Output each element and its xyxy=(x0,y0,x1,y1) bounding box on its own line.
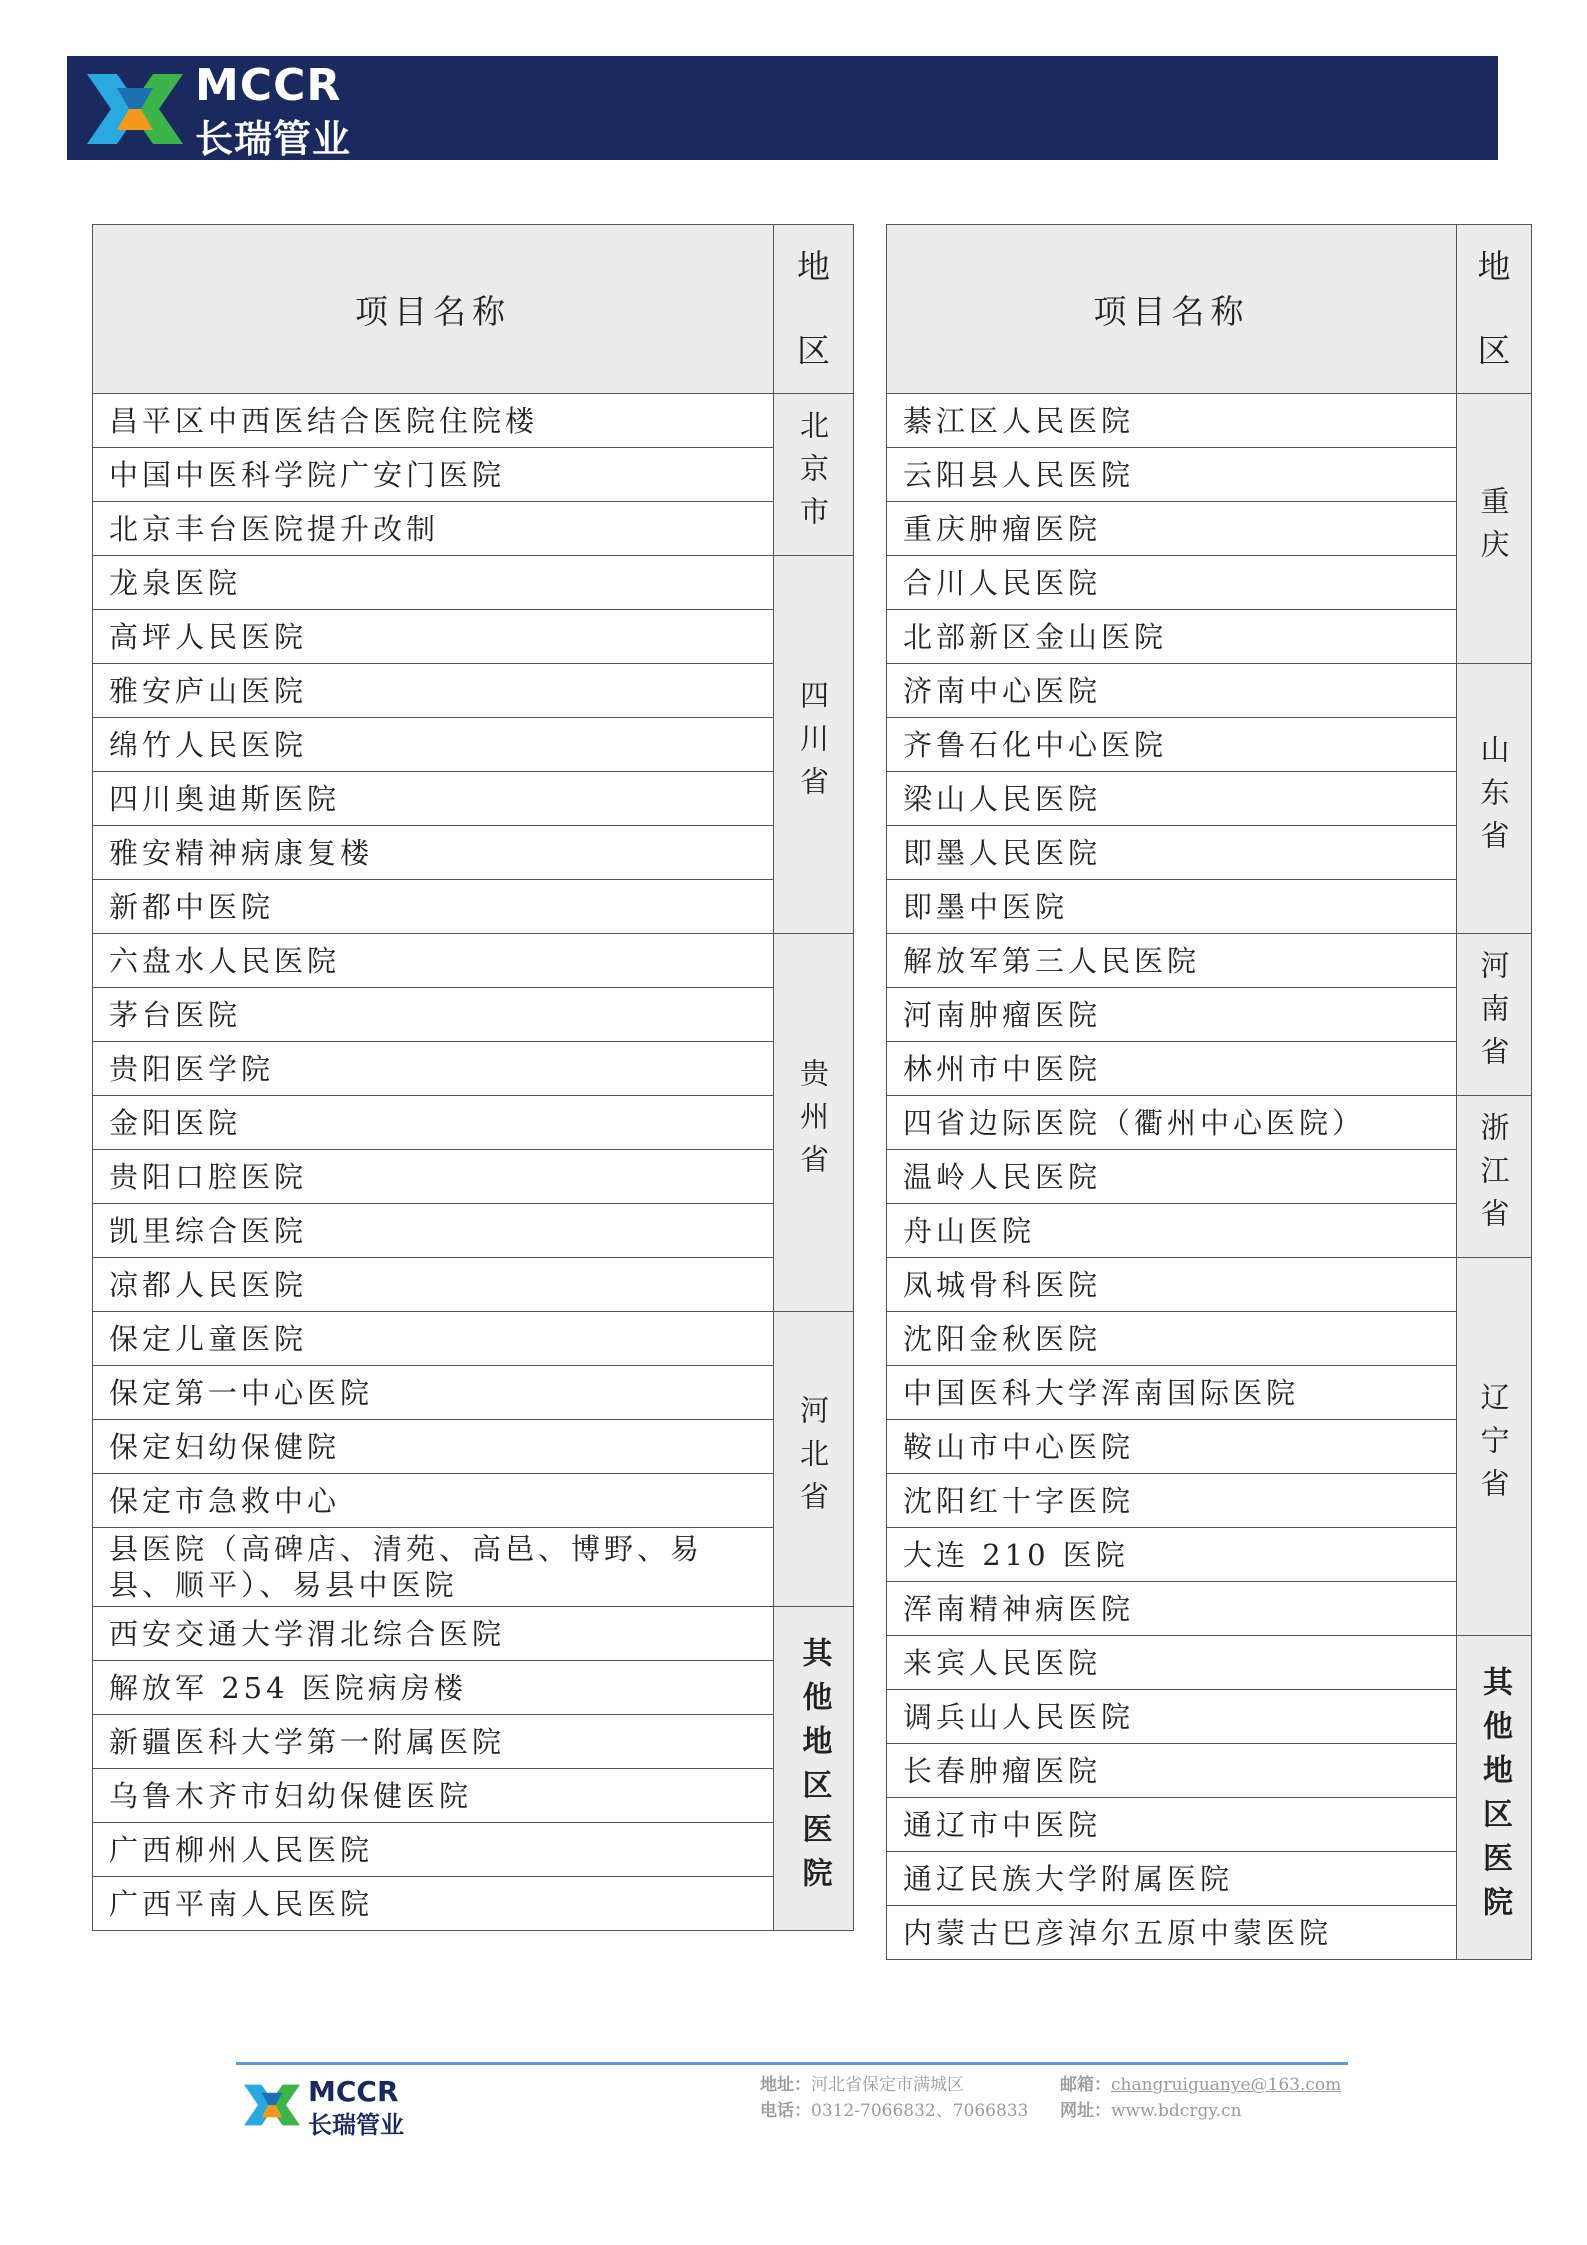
logo-chinese: 长瑞管业 xyxy=(195,117,352,161)
project-name-cell: 大连 210 医院 xyxy=(887,1528,1457,1582)
column-header-name: 项目名称 xyxy=(93,225,774,394)
region-cell: 重庆 xyxy=(1457,394,1532,664)
table-row xyxy=(93,664,854,718)
table-row xyxy=(887,718,1532,772)
table-row xyxy=(887,610,1532,664)
table-row xyxy=(93,394,854,448)
header-logo xyxy=(67,56,397,160)
column-header-region xyxy=(1457,225,1532,394)
table-row xyxy=(887,1744,1532,1798)
table-row xyxy=(93,1150,854,1204)
project-name-cell: 即墨人民医院 xyxy=(887,826,1457,880)
table-row xyxy=(887,1852,1532,1906)
footer-email xyxy=(1060,2070,1341,2095)
table-row xyxy=(887,1366,1532,1420)
project-name-cell: 龙泉医院 xyxy=(93,556,774,610)
footer-phone xyxy=(760,2096,1028,2121)
table-row xyxy=(93,1096,854,1150)
region-cell: 贵州省 xyxy=(774,934,854,1312)
project-name-cell: 通辽民族大学附属医院 xyxy=(887,1852,1457,1906)
table-row xyxy=(93,772,854,826)
table-row xyxy=(93,718,854,772)
region-cell: 其他地区医院 xyxy=(774,1607,854,1931)
project-name-cell: 乌鲁木齐市妇幼保健医院 xyxy=(93,1769,774,1823)
project-name-cell: 长春肿瘤医院 xyxy=(887,1744,1457,1798)
table-row xyxy=(887,556,1532,610)
table-row xyxy=(93,1474,854,1528)
project-name-cell: 凤城骨科医院 xyxy=(887,1258,1457,1312)
project-name-cell: 綦江区人民医院 xyxy=(887,394,1457,448)
project-name-cell: 解放军第三人民医院 xyxy=(887,934,1457,988)
region-cell: 辽宁省 xyxy=(1457,1258,1532,1636)
project-name-cell: 中国医科大学浑南国际医院 xyxy=(887,1366,1457,1420)
email-link[interactable]: changruiguanye@163.com xyxy=(1111,2075,1342,2095)
address-value: 河北省保定市满城区 xyxy=(811,2075,964,2095)
logo-english: MCCR xyxy=(195,60,342,111)
address-label: 地址： xyxy=(760,2075,811,2095)
table-row xyxy=(887,1528,1532,1582)
region-header-char-1: 地 xyxy=(1477,247,1511,286)
table-row xyxy=(887,1582,1532,1636)
project-name-cell: 梁山人民医院 xyxy=(887,772,1457,826)
project-name-cell: 金阳医院 xyxy=(93,1096,774,1150)
web-value[interactable]: www.bdcrgy.cn xyxy=(1111,2101,1242,2121)
region-cell: 河南省 xyxy=(1457,934,1532,1096)
region-cell: 河北省 xyxy=(774,1312,854,1607)
project-name-cell: 齐鲁石化中心医院 xyxy=(887,718,1457,772)
table-row xyxy=(93,880,854,934)
table-row xyxy=(93,610,854,664)
project-name-cell: 中国中医科学院广安门医院 xyxy=(93,448,774,502)
project-name-cell: 贵阳医学院 xyxy=(93,1042,774,1096)
table-row xyxy=(93,502,854,556)
table-row xyxy=(887,880,1532,934)
table-row xyxy=(93,934,854,988)
footer-divider xyxy=(236,2062,1348,2065)
table-row xyxy=(887,1906,1532,1960)
region-cell: 浙江省 xyxy=(1457,1096,1532,1258)
table-row xyxy=(887,1312,1532,1366)
table-row xyxy=(887,934,1532,988)
project-name-cell: 保定儿童医院 xyxy=(93,1312,774,1366)
column-header-region xyxy=(774,225,854,394)
project-name-cell: 新疆医科大学第一附属医院 xyxy=(93,1715,774,1769)
table-row xyxy=(887,1420,1532,1474)
region-cell: 山东省 xyxy=(1457,664,1532,934)
table-row xyxy=(93,826,854,880)
table-row xyxy=(93,1420,854,1474)
table-row xyxy=(887,448,1532,502)
project-name-cell: 合川人民医院 xyxy=(887,556,1457,610)
table-row xyxy=(93,448,854,502)
project-name-cell: 即墨中医院 xyxy=(887,880,1457,934)
project-name-cell: 沈阳红十字医院 xyxy=(887,1474,1457,1528)
project-name-cell: 雅安精神病康复楼 xyxy=(93,826,774,880)
project-name-cell: 广西柳州人民医院 xyxy=(93,1823,774,1877)
web-label: 网址： xyxy=(1060,2101,1111,2121)
region-cell: 北京市 xyxy=(774,394,854,556)
project-name-cell: 北京丰台医院提升改制 xyxy=(93,502,774,556)
header-banner xyxy=(67,56,1498,160)
project-name-cell: 重庆肿瘤医院 xyxy=(887,502,1457,556)
project-name-cell: 四省边际医院（衢州中心医院） xyxy=(887,1096,1457,1150)
table-row xyxy=(93,1042,854,1096)
table-row xyxy=(93,1312,854,1366)
project-name-cell: 茅台医院 xyxy=(93,988,774,1042)
project-name-cell: 保定第一中心医院 xyxy=(93,1366,774,1420)
region-cell: 其他地区医院 xyxy=(1457,1636,1532,1960)
table-row xyxy=(93,988,854,1042)
footer-logo-english: MCCR xyxy=(308,2075,399,2108)
table-row xyxy=(887,772,1532,826)
project-name-cell: 保定市急救中心 xyxy=(93,1474,774,1528)
right-project-table xyxy=(886,224,1532,1960)
table-row xyxy=(887,1798,1532,1852)
region-cell: 四川省 xyxy=(774,556,854,934)
footer-address xyxy=(760,2070,964,2095)
table-row xyxy=(93,1528,854,1607)
table-row xyxy=(887,502,1532,556)
table-row xyxy=(93,1366,854,1420)
table-row xyxy=(93,1661,854,1715)
table-row xyxy=(93,1607,854,1661)
region-header-char-2: 区 xyxy=(1477,331,1511,370)
footer-logo xyxy=(244,2075,424,2139)
table-row xyxy=(887,1474,1532,1528)
table-row xyxy=(887,1636,1532,1690)
project-name-cell: 高坪人民医院 xyxy=(93,610,774,664)
project-name-cell: 县医院（高碑店、清苑、高邑、博野、易县、顺平）、易县中医院 xyxy=(93,1528,774,1607)
project-name-cell: 新都中医院 xyxy=(93,880,774,934)
table-row xyxy=(887,664,1532,718)
table-row xyxy=(887,1258,1532,1312)
table-row xyxy=(93,1769,854,1823)
project-name-cell: 凉都人民医院 xyxy=(93,1258,774,1312)
project-name-cell: 绵竹人民医院 xyxy=(93,718,774,772)
project-name-cell: 凯里综合医院 xyxy=(93,1204,774,1258)
project-name-cell: 贵阳口腔医院 xyxy=(93,1150,774,1204)
project-name-cell: 北部新区金山医院 xyxy=(887,610,1457,664)
table-row xyxy=(93,1877,854,1931)
table-row xyxy=(887,394,1532,448)
mccr-logo-icon xyxy=(87,68,183,150)
project-name-cell: 调兵山人民医院 xyxy=(887,1690,1457,1744)
project-name-cell: 舟山医院 xyxy=(887,1204,1457,1258)
project-name-cell: 昌平区中西医结合医院住院楼 xyxy=(93,394,774,448)
table-row xyxy=(887,1690,1532,1744)
project-name-cell: 沈阳金秋医院 xyxy=(887,1312,1457,1366)
project-name-cell: 保定妇幼保健院 xyxy=(93,1420,774,1474)
table-row xyxy=(887,988,1532,1042)
region-header-char-1: 地 xyxy=(797,247,830,286)
project-name-cell: 四川奥迪斯医院 xyxy=(93,772,774,826)
project-name-cell: 云阳县人民医院 xyxy=(887,448,1457,502)
table-row xyxy=(93,1258,854,1312)
project-name-cell: 西安交通大学渭北综合医院 xyxy=(93,1607,774,1661)
project-name-cell: 来宾人民医院 xyxy=(887,1636,1457,1690)
email-label: 邮箱： xyxy=(1060,2075,1111,2095)
project-name-cell: 鞍山市中心医院 xyxy=(887,1420,1457,1474)
project-name-cell: 内蒙古巴彦淖尔五原中蒙医院 xyxy=(887,1906,1457,1960)
project-name-cell: 通辽市中医院 xyxy=(887,1798,1457,1852)
table-row xyxy=(93,1823,854,1877)
table-row xyxy=(887,1150,1532,1204)
project-name-cell: 河南肿瘤医院 xyxy=(887,988,1457,1042)
phone-value: 0312-7066832、7066833 xyxy=(811,2101,1029,2121)
footer-logo-chinese: 长瑞管业 xyxy=(308,2111,404,2139)
table-row xyxy=(887,826,1532,880)
phone-label: 电话： xyxy=(760,2101,811,2121)
table-row xyxy=(887,1042,1532,1096)
project-name-cell: 浑南精神病医院 xyxy=(887,1582,1457,1636)
project-name-cell: 解放军 254 医院病房楼 xyxy=(93,1661,774,1715)
project-name-cell: 广西平南人民医院 xyxy=(93,1877,774,1931)
mccr-logo-icon xyxy=(244,2077,300,2133)
project-name-cell: 六盘水人民医院 xyxy=(93,934,774,988)
project-name-cell: 林州市中医院 xyxy=(887,1042,1457,1096)
project-name-cell: 济南中心医院 xyxy=(887,664,1457,718)
column-header-name: 项目名称 xyxy=(887,225,1457,394)
table-row xyxy=(93,1204,854,1258)
table-row xyxy=(887,1204,1532,1258)
region-header-char-2: 区 xyxy=(797,331,830,370)
project-name-cell: 温岭人民医院 xyxy=(887,1150,1457,1204)
table-row xyxy=(93,1715,854,1769)
project-name-cell: 雅安庐山医院 xyxy=(93,664,774,718)
table-row xyxy=(887,1096,1532,1150)
footer-website xyxy=(1060,2096,1242,2121)
table-row xyxy=(93,556,854,610)
left-project-table xyxy=(92,224,854,1931)
